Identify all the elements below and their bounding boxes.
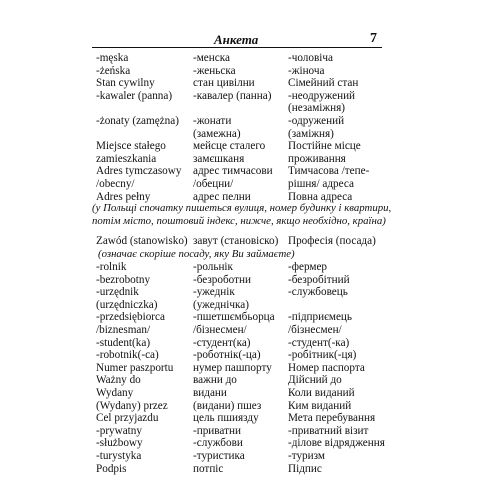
ukrainian-translation: -ділове відрядження — [288, 437, 385, 450]
polish-term: Cel przyjazdu — [96, 412, 159, 425]
transliteration: -кавалер (панна) — [193, 89, 272, 102]
ukrainian-translation: -чоловіча — [288, 52, 333, 64]
polish-term: /biznesman/ — [96, 324, 151, 336]
ukrainian-translation: -туризм — [288, 450, 325, 462]
polish-term: -urzędnik — [96, 286, 139, 299]
transliteration: (видани) пшез — [193, 399, 262, 412]
transliteration: -службови — [193, 437, 243, 450]
transliteration: -студент(ка) — [193, 336, 251, 349]
ukrainian-translation: -неодружений — [288, 89, 356, 102]
polish-term: Wydany — [96, 387, 134, 399]
ukrainian-translation: проживання — [288, 152, 346, 165]
polish-term: (urzędniczka) — [96, 298, 158, 311]
transliteration: стан цивілни — [193, 77, 255, 90]
polish-term: -student(ka) — [96, 336, 151, 349]
polish-term: /obecny/ — [96, 178, 135, 190]
page-number: 7 — [370, 31, 377, 46]
polish-term: -przedsiębiorca — [96, 311, 165, 324]
running-header-title: Анкета — [214, 32, 259, 47]
ukrainian-translation: -безробітний — [288, 273, 350, 286]
ukrainian-translation: Повна адреса — [288, 190, 353, 203]
transliteration: цель пшиязду — [193, 412, 259, 425]
transliteration: (ужеднічка) — [193, 298, 249, 311]
ukrainian-translation: Професія (посада) — [288, 235, 376, 247]
transliteration: видани — [193, 387, 227, 399]
ukrainian-translation: Ким виданий — [288, 399, 352, 412]
polish-term: -turystyka — [96, 450, 142, 462]
polish-term: -męska — [96, 52, 129, 64]
transliteration: /обецни/ — [193, 178, 234, 190]
polish-term: -prywatny — [96, 424, 142, 437]
transliteration: -туристика — [193, 450, 245, 462]
header-divider — [92, 47, 382, 48]
transliteration: (замежна) — [193, 127, 241, 140]
ukrainian-translation: -студент(-ка) — [288, 336, 350, 349]
address-note-line-2: потім місто, поштовий індекс, нижче, якщо необхідно, країна) — [92, 215, 386, 227]
ukrainian-translation: Коли виданий — [288, 387, 355, 399]
ukrainian-translation: /бізнесмен/ — [288, 324, 342, 336]
transliteration: -ужеднік — [193, 286, 235, 299]
polish-term: -żonaty (zamężna) — [96, 115, 179, 127]
transliteration: -жонати — [193, 115, 232, 127]
ukrainian-translation: Тимчасова /тепе- — [288, 165, 370, 178]
transliteration: потпіс — [193, 462, 224, 475]
ukrainian-translation: (незаміжня) — [288, 102, 345, 115]
ukrainian-translation: Сімейний стан — [288, 77, 359, 90]
transliteration: /бізнесмен/ — [193, 324, 247, 336]
polish-term: -służbowy — [96, 437, 143, 450]
transliteration: замєшканя — [193, 152, 245, 165]
transliteration: важни до — [193, 374, 237, 387]
transliteration: -женьска — [193, 64, 236, 77]
ukrainian-translation: Дійсний до — [288, 374, 342, 387]
transliteration: адрес пелни — [193, 190, 251, 203]
ukrainian-translation: -службовець — [288, 286, 348, 299]
transliteration: -рольнік — [193, 261, 233, 273]
polish-term: -robotnik(-ca) — [96, 349, 159, 362]
polish-term: Zawód (stanowisko) — [96, 235, 188, 247]
ukrainian-translation: рішня/ адреса — [288, 178, 354, 190]
transliteration: адрес тимчасови — [193, 165, 273, 178]
ukrainian-translation: (заміжня) — [288, 127, 334, 140]
polish-term: -kawaler (panna) — [96, 89, 173, 102]
ukrainian-translation: Постійне місце — [288, 140, 361, 153]
polish-term: -żeńska — [96, 64, 131, 77]
transliteration: -пшетшємбьорца — [193, 311, 275, 324]
polish-term: Ważny do — [96, 374, 141, 387]
transliteration: -приватни — [193, 424, 241, 437]
ukrainian-translation: Номер паспорта — [288, 361, 365, 374]
ukrainian-translation: -одружений — [288, 115, 345, 127]
transliteration: -менска — [193, 52, 230, 64]
polish-term: Adres pełny — [96, 190, 151, 203]
polish-term: (Wydany) przez — [96, 399, 168, 412]
ukrainian-translation: -фермер — [288, 261, 328, 273]
ukrainian-translation: -робітник(-ця) — [288, 349, 357, 362]
ukrainian-translation: Мета перебування — [288, 412, 376, 425]
polish-term: -rolnik — [96, 261, 127, 273]
ukrainian-translation: -підприємець — [288, 311, 353, 324]
ukrainian-translation: -жіноча — [288, 64, 325, 77]
occupation-note: (означає скоріше посаду, яку Ви займаєте) — [98, 248, 295, 260]
transliteration: нумер пашпорту — [193, 361, 272, 374]
polish-term: zamieszkania — [96, 152, 157, 165]
polish-term: Stan cywilny — [96, 77, 155, 90]
polish-term: -bezrobotny — [96, 273, 151, 286]
transliteration: -безроботни — [193, 273, 251, 286]
polish-term: Numer paszportu — [96, 361, 174, 374]
polish-term: Podpis — [96, 462, 127, 475]
polish-term: Adres tymczasowy — [96, 165, 182, 178]
ukrainian-translation: Підпис — [288, 462, 322, 475]
transliteration: завут (становіско) — [193, 235, 279, 247]
transliteration: -роботнік(-ца) — [193, 349, 261, 362]
address-note-line-1: (у Польщі спочатку пишеться вулиця, номер будинку і квартири, — [92, 202, 392, 214]
transliteration: мейсце сталего — [193, 140, 266, 153]
ukrainian-translation: -приватний візит — [288, 424, 369, 437]
polish-term: Miejsce stałego — [96, 140, 166, 153]
